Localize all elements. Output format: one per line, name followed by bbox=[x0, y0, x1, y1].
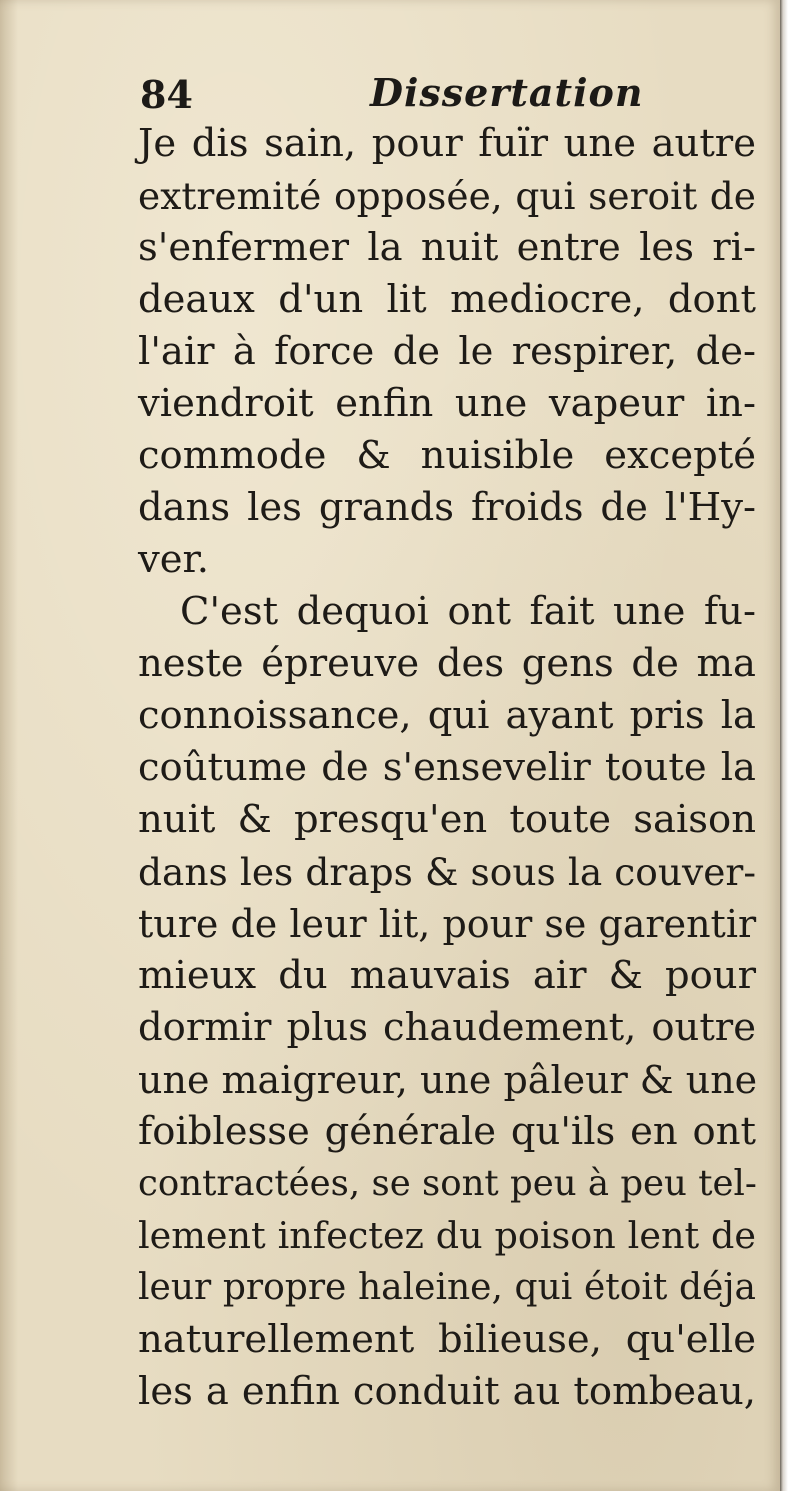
running-title: Dissertation bbox=[370, 70, 644, 115]
text-line: connoissance, qui ayant pris la bbox=[138, 693, 756, 738]
text-line: l'air à force de le respirer, de- bbox=[138, 329, 756, 374]
text-line: extremité opposée, qui seroit de bbox=[138, 174, 756, 218]
text-line: dans les grands froids de l'Hy- bbox=[138, 485, 756, 530]
text-line: coûtume de s'ensevelir toute la bbox=[138, 745, 756, 790]
text-line: foiblesse générale qu'ils en ont bbox=[138, 1109, 756, 1154]
text-line: C'est dequoi ont fait une fu- bbox=[180, 589, 756, 634]
text-line: dans les draps & sous la couver- bbox=[138, 850, 756, 894]
page-header bbox=[138, 66, 728, 126]
text-line: leur propre haleine, qui étoit déja bbox=[138, 1267, 756, 1308]
text-line: naturellement bilieuse, qu'elle bbox=[138, 1317, 756, 1362]
text-line: neste épreuve des gens de ma bbox=[138, 641, 756, 686]
text-line: viendroit enfin une vapeur in- bbox=[138, 381, 756, 426]
text-line: une maigreur, une pâleur & une bbox=[138, 1058, 758, 1102]
page-edge bbox=[780, 0, 800, 1491]
text-line: ture de leur lit, pour se garentir bbox=[138, 902, 757, 946]
text-line: s'enfermer la nuit entre les ri- bbox=[138, 225, 756, 270]
text-line: Je dis sain, pour fuïr une autre bbox=[138, 121, 756, 166]
text-line: commode & nuisible excepté bbox=[138, 433, 756, 478]
text-line: dormir plus chaudement, outre bbox=[138, 1005, 756, 1050]
text-line: les a enfin conduit au tombeau, bbox=[138, 1369, 756, 1414]
text-line: deaux d'un lit mediocre, dont bbox=[138, 277, 756, 322]
text-line: mieux du mauvais air & pour bbox=[138, 953, 756, 998]
text-line: nuit & presqu'en toute saison bbox=[138, 797, 756, 842]
page-number: 84 bbox=[140, 72, 193, 117]
text-line: ver. bbox=[138, 537, 209, 582]
text-line: contractées, se sont peu à peu tel- bbox=[138, 1163, 757, 1204]
page-gutter-shadow bbox=[0, 0, 18, 1491]
text-line: lement infectez du poison lent de bbox=[138, 1214, 756, 1257]
